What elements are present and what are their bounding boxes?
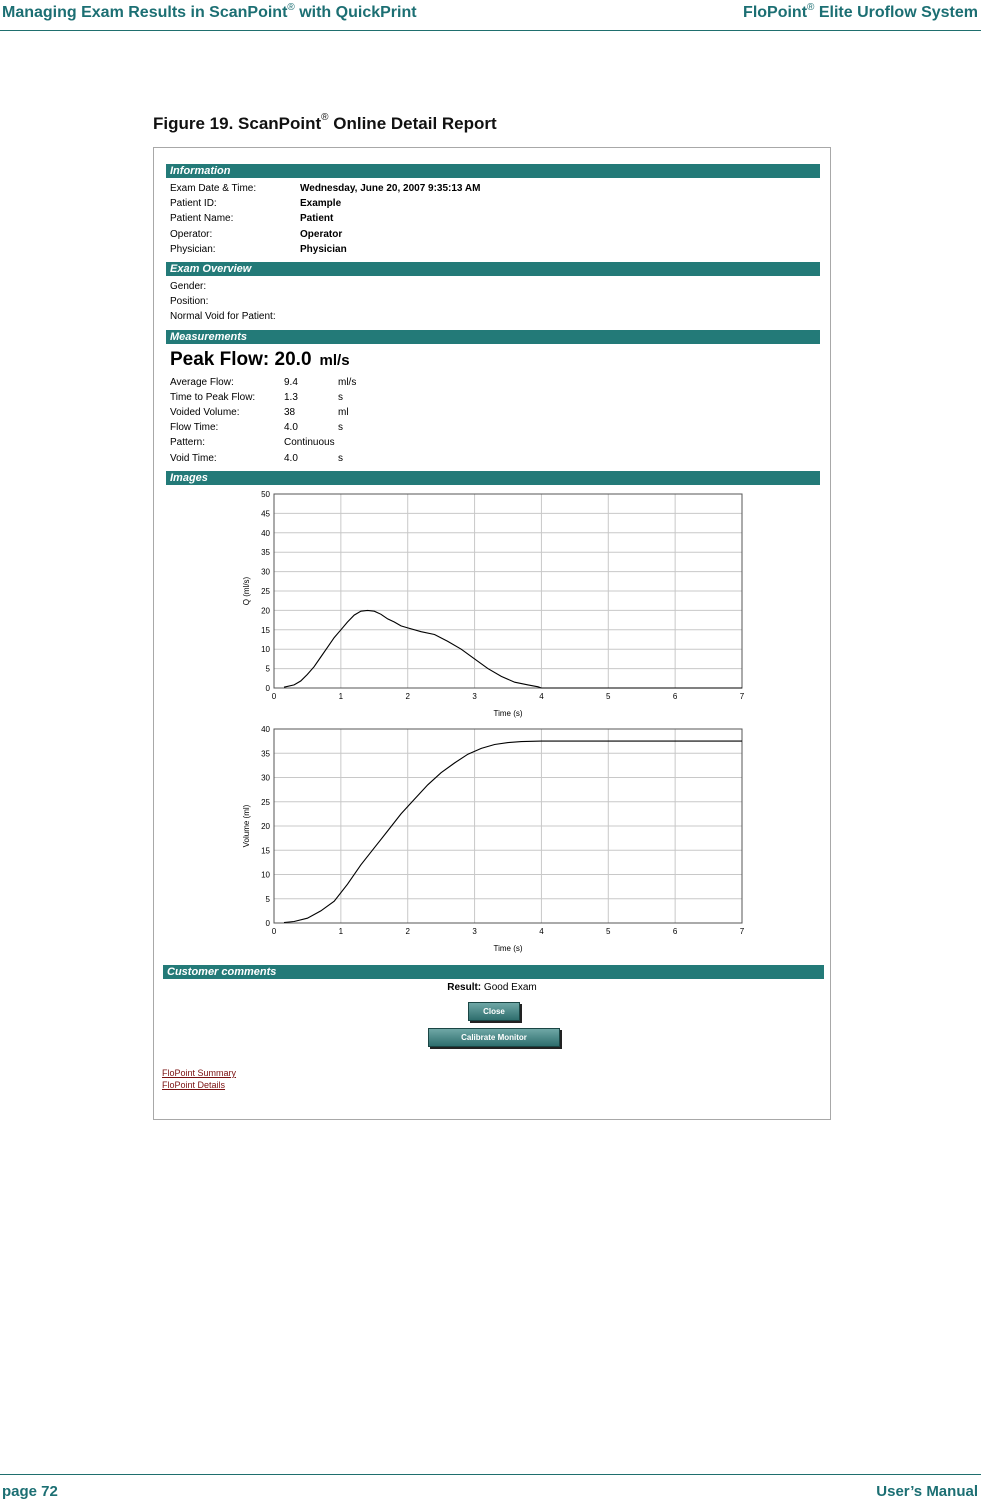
x-tick-label: 5 [606,927,611,936]
y-tick-label: 20 [261,822,270,831]
y-tick-label: 30 [261,567,270,577]
x-tick-label: 0 [271,927,277,936]
customer-comments-heading: Customer comments [163,965,824,979]
x-axis-label: Time (s) [493,709,523,718]
figure-title: Figure 19. ScanPoint® Online Detail Report [153,112,497,133]
x-tick-label: 7 [739,927,745,936]
x-tick-label: 4 [539,692,544,701]
y-tick-label: 25 [261,797,270,807]
y-axis-label: Q (ml/s) [242,576,251,606]
y-tick-label: 40 [261,725,270,734]
x-axis-label: Time (s) [493,944,523,953]
page-footer [0,1474,981,1502]
close-button[interactable]: Close [468,1002,520,1021]
y-tick-label: 10 [261,645,270,655]
series-line [284,741,742,922]
flow-rate-chart-svg [154,488,830,723]
y-tick-label: 45 [261,509,270,519]
y-tick-label: 40 [261,528,270,538]
x-tick-label: 1 [338,692,344,701]
result-line: Result: Good Exam [447,982,537,993]
measurements-heading: Measurements [166,330,820,344]
x-tick-label: 2 [405,692,410,701]
x-tick-label: 5 [606,692,611,701]
y-tick-label: 0 [265,684,270,693]
y-tick-label: 35 [261,749,270,759]
y-tick-label: 0 [265,919,270,928]
images-heading: Images [166,471,820,485]
x-tick-label: 7 [739,692,745,701]
y-tick-label: 5 [265,894,270,904]
x-tick-label: 3 [472,692,477,701]
product-title: FloPoint® Elite Uroflow System [743,2,978,21]
y-tick-label: 30 [261,773,270,783]
flopoint-summary-link[interactable]: FloPoint Summary [162,1068,237,1078]
y-axis-label: Volume (ml) [242,804,251,848]
x-tick-label: 3 [472,927,477,936]
x-tick-label: 6 [672,692,678,701]
manual-section-title: Managing Exam Results in ScanPoint® with QuickPrint [2,2,417,21]
x-tick-label: 1 [338,927,344,936]
x-tick-label: 6 [672,927,678,936]
y-tick-label: 25 [261,587,270,596]
y-tick-label: 50 [261,490,270,499]
flopoint-details-link[interactable]: FloPoint Details [162,1080,226,1090]
information-heading: Information [166,164,820,178]
manual-name: User’s Manual [876,1483,978,1500]
exam-overview-heading: Exam Overview [166,262,820,276]
voided-volume-chart [154,723,830,963]
y-tick-label: 5 [265,664,270,674]
y-tick-label: 15 [261,846,270,856]
flow-rate-chart [154,488,830,728]
x-tick-label: 4 [539,927,544,936]
x-tick-label: 0 [271,692,277,701]
y-tick-label: 35 [261,548,270,558]
x-tick-label: 2 [405,927,410,936]
page-number: page 72 [2,1483,58,1500]
y-tick-label: 10 [261,870,270,880]
calibrate-monitor-button[interactable]: Calibrate Monitor [428,1028,560,1047]
y-tick-label: 20 [261,606,270,616]
y-tick-label: 15 [261,625,270,635]
peak-flow-value: Peak Flow: 20.0 ml/s [170,349,350,370]
voided-volume-chart-svg [154,723,830,958]
page-header [0,0,981,31]
detail-report: Information Exam Date & Time: Wednesday, June 20, 2007 9:35:13 AM Patient ID: Example Patient Name: Patient Operator: Operator Physician: Physician Exam Overview Gender: Position: Normal Void for Patient: Measurements Peak Flow: 20.0 ml/s Average Flow: 9.4 ml/s Time to Peak Flow: 1.3 s Voided Volume: 38 ml Flow Time: 4.0 s Pattern: Continuous Void Time: 4.0 s Images 0 1 2 3 4 5 6 7 0 5 10 15 20 25 30 35 40 45 50 Time (s) Q (ml/s) 0 1 2 3 4 5 6 7 0 5 10 15 20 25 30 35 40 Time (s) Volume (ml) Customer comments Result: Good Exam Close Calibrate Monitor FloPoint Summary FloPoint Details [153,147,831,1120]
